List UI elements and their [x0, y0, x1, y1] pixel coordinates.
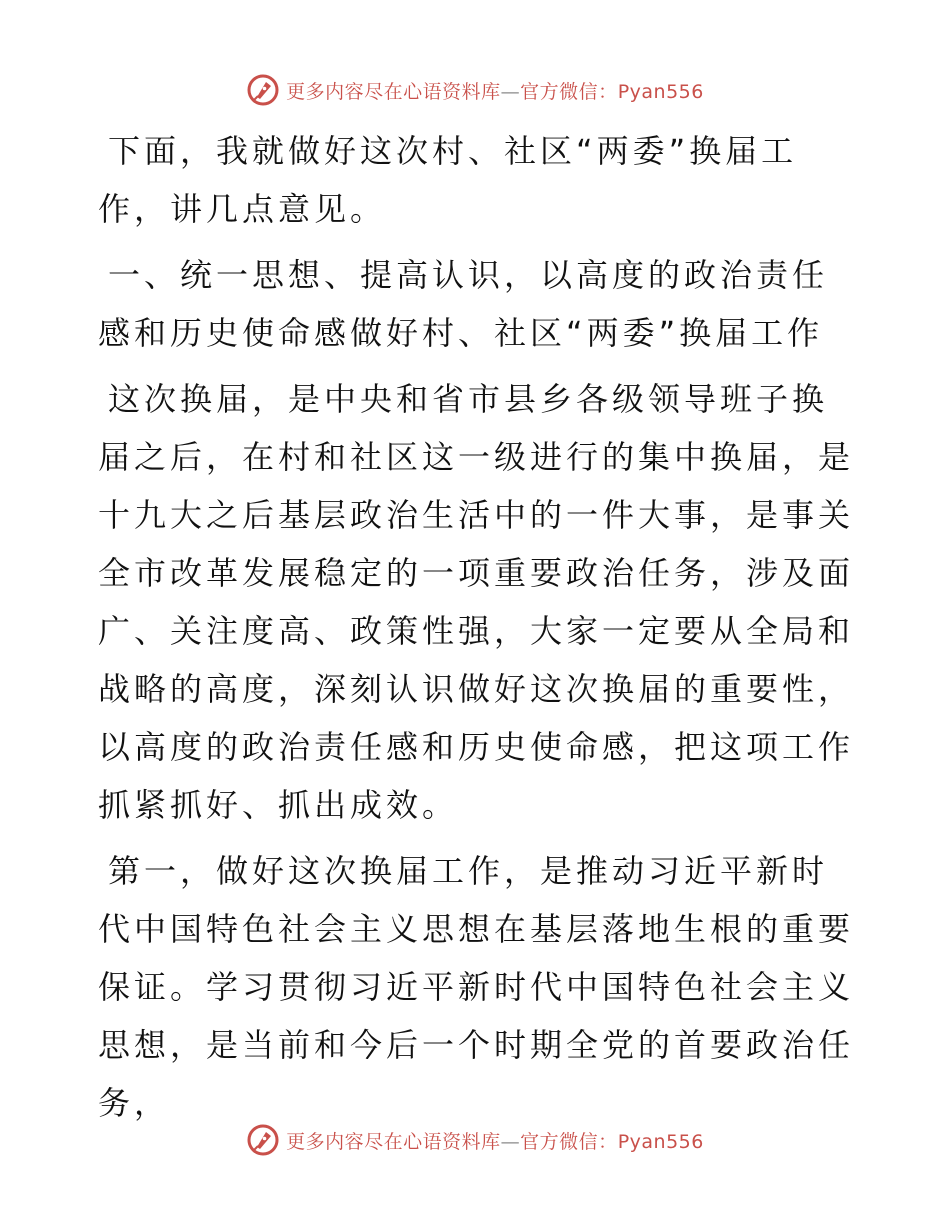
footer-banner-label: 官方微信：: [520, 1130, 618, 1153]
document-body: [98, 122, 858, 1140]
paragraph-body-one: 这次换届，是中央和省市县乡各级领导班子换届之后，在村和社区这一级进行的集中换届，是十九大之后基层政治生活中的一件大事，是事关全市改革发展稳定的一项重要政治任务，涉及面广、关注度高、政策性强，大家一定要从全局和战略的高度，深刻认识做好这次换届的重要性，以高度的政治责任感和历史使命感，把这项工作抓紧抓好、抓出成效。: [98, 380, 855, 824]
header-banner: [0, 68, 950, 112]
footer-banner-wechat-id: Pyan556: [617, 1130, 704, 1153]
footer-banner-text: [286, 1127, 704, 1154]
header-banner-main: 更多内容尽在心语资料库: [286, 80, 501, 103]
footer-banner-separator: —: [500, 1130, 521, 1153]
pen-nib-logo-icon: [246, 73, 280, 107]
pen-nib-logo-icon: [246, 1123, 280, 1157]
paragraph-body-two: 第一，做好这次换届工作，是推动习近平新时代中国特色社会主义思想在基层落地生根的重要保证。学习贯彻习近平新时代中国特色社会主义思想，是当前和今后一个时期全党的首要政治任务，: [98, 852, 855, 1122]
paragraph-intro: 下面，我就做好这次村、社区“两委”换届工作，讲几点意见。: [98, 132, 798, 228]
footer-banner-main: 更多内容尽在心语资料库: [286, 1130, 501, 1153]
footer-banner: [0, 1118, 950, 1162]
header-banner-label: 官方微信：: [520, 80, 618, 103]
paragraph-heading-one: 一、统一思想、提高认识，以高度的政治责任感和历史使命感做好村、社区“两委”换届工作: [98, 256, 829, 352]
header-banner-wechat-id: Pyan556: [617, 80, 704, 103]
header-banner-text: [286, 77, 704, 104]
header-banner-separator: —: [500, 80, 521, 103]
